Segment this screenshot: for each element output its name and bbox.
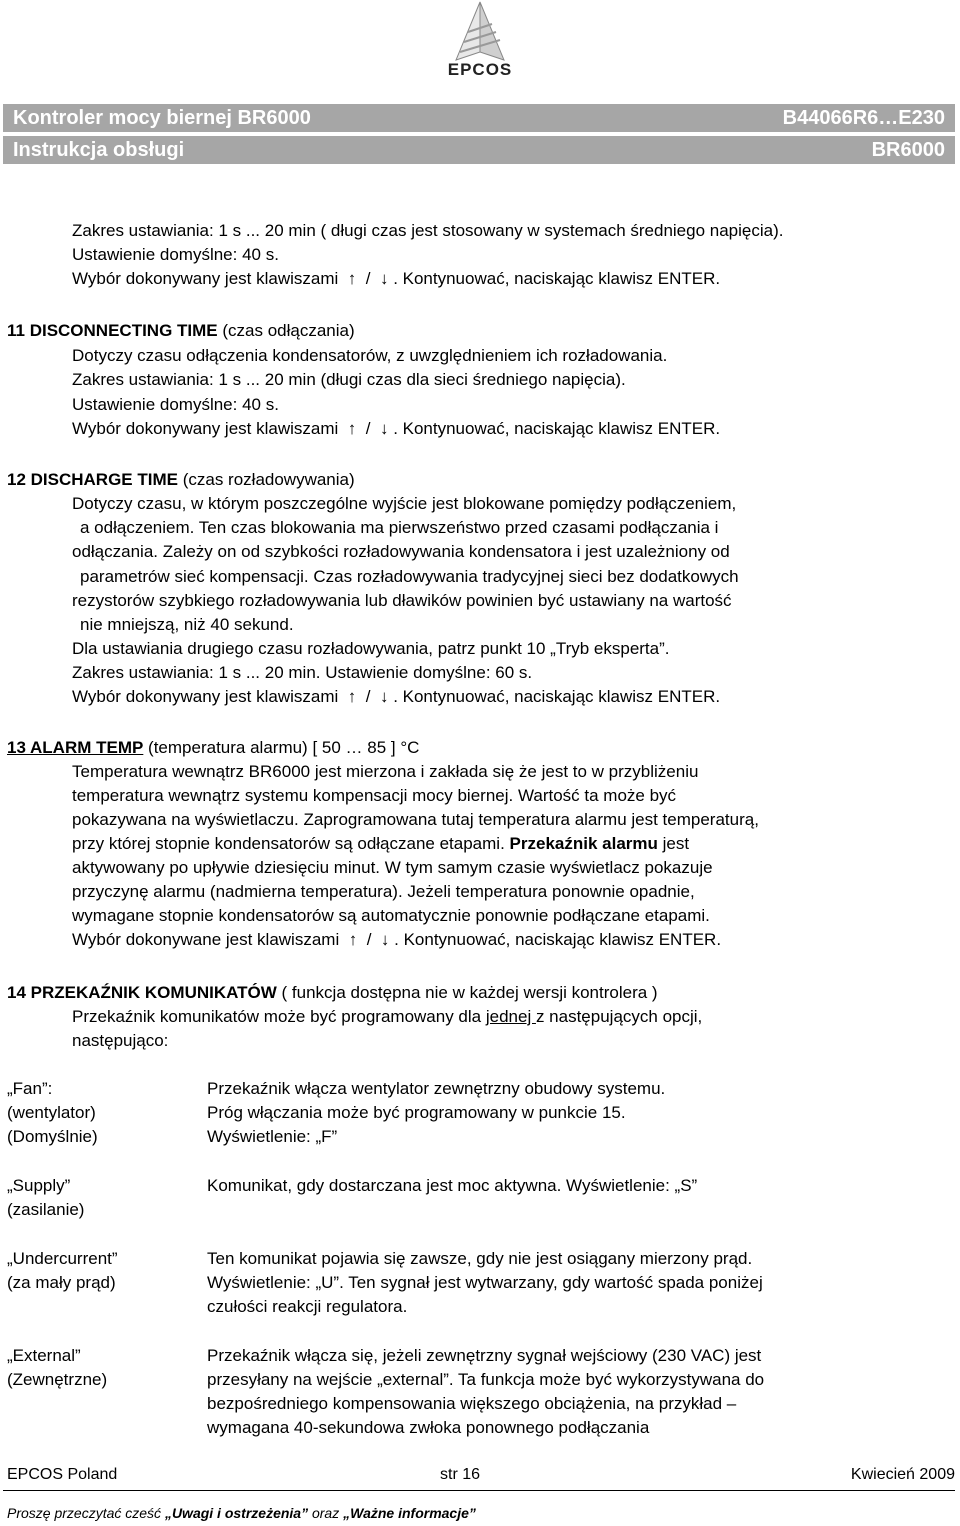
logo-text: EPCOS — [447, 60, 513, 79]
option-desc: Wyświetlenie: „F” — [207, 1127, 338, 1146]
footer-company: EPCOS Poland — [7, 1466, 118, 1483]
section-title: (czas odłączania) — [217, 321, 355, 340]
text-line: pokazywana na wyświetlaczu. Zaprogramowana tutaj temperatura alarmu jest temperaturą, — [72, 810, 759, 829]
option-desc: Próg włączania może być programowany w punkcie 15. — [207, 1103, 626, 1122]
text-span: Wybór dokonywany jest klawiszami — [72, 687, 339, 706]
text-line: Wybór dokonywane jest klawiszami ↑ / ↓ . Kontynuować, naciskając klawisz ENTER. — [72, 930, 722, 949]
text-span: . Kontynuować, naciskając klawisz ENTER. — [393, 419, 721, 438]
text-span-underlined: jednej — [485, 1007, 536, 1026]
text-span: Przekaźnik komunikatów może być programowany dla — [72, 1007, 486, 1026]
text-line: przyczynę alarmu (nadmierna temperatura). Jeżeli temperatura ponownie opadnie, — [72, 882, 695, 901]
arrow-down-icon: ↓ — [379, 419, 389, 438]
text-line: aktywowany po upływie dziesięciu minut. W tym samym czasie wyświetlacz pokazuje — [72, 858, 713, 877]
option-desc: bezpośredniego kompensowania większego obciążenia, na przykład – — [207, 1394, 737, 1413]
section-title: (czas rozładowywania) — [177, 470, 355, 489]
option-term: (zasilanie) — [7, 1200, 85, 1219]
text-line: Ustawienie domyślne: 40 s. — [72, 395, 279, 414]
text-line: Zakres ustawiania: 1 s ... 20 min ( długi czas jest stosowany w systemach średniego napięcia). — [72, 221, 784, 240]
text-span-bold: „Ważne informacje” — [343, 1505, 476, 1521]
arrow-up-icon: ↑ — [347, 419, 357, 438]
section-number: 14 PRZEKAŹNIK KOMUNIKATÓW — [7, 983, 277, 1002]
text-span: Wybór dokonywany jest klawiszami — [72, 269, 339, 288]
epcos-logo-mark — [430, 0, 530, 62]
option-term: (wentylator) — [7, 1103, 96, 1122]
text-line: Ustawienie domyślne: 40 s. — [72, 245, 279, 264]
text-line: wymagane stopnie kondensatorów są automatycznie ponownie podłączane etapami. — [72, 906, 710, 925]
product-code: B44066R6…E230 — [782, 107, 945, 129]
arrow-down-icon: ↓ — [380, 930, 390, 949]
text-line — [72, 1006, 702, 1028]
text-line: Zakres ustawiania: 1 s ... 20 min. Ustawienie domyślne: 60 s. — [72, 663, 533, 682]
text-span-bold: „Uwagi i ostrzeżenia” — [164, 1505, 309, 1521]
option-term: (za mały prąd) — [7, 1273, 116, 1292]
option-term: (Domyślnie) — [7, 1127, 98, 1146]
option-desc: wymagana 40-sekundowa zwłoka ponownego podłączania — [207, 1418, 650, 1437]
option-term: „Fan”: — [7, 1079, 53, 1098]
text-span: . Kontynuować, naciskając klawisz ENTER. — [393, 687, 721, 706]
option-desc: Przekaźnik włącza się, jeżeli zewnętrzny sygnał wejściowy (230 VAC) jest — [207, 1346, 762, 1365]
text-span: z następujących opcji, — [535, 1007, 703, 1026]
text-line: Wybór dokonywany jest klawiszami ↑ / ↓ . Kontynuować, naciskając klawisz ENTER. — [72, 269, 721, 288]
arrow-up-icon: ↑ — [348, 930, 358, 949]
text-span: przy której stopnie kondensatorów są odłączane etapami. — [72, 834, 510, 853]
section-title: (temperatura alarmu) [ 50 … 85 ] °C — [143, 738, 420, 757]
text-line: Dla ustawiania drugiego czasu rozładowywania, patrz punkt 10 „Tryb eksperta”. — [72, 639, 670, 658]
text-line: Wybór dokonywany jest klawiszami ↑ / ↓ . Kontynuować, naciskając klawisz ENTER. — [72, 687, 721, 706]
text-span: Proszę przeczytać cześć — [7, 1505, 165, 1521]
text-span: Wybór dokonywany jest klawiszami — [72, 419, 339, 438]
text-line: Dotyczy czasu odłączenia kondensatorów, z uwzględnieniem ich rozładowania. — [72, 346, 668, 365]
section-heading — [7, 320, 355, 342]
header-bar-title — [3, 104, 955, 132]
text-line: rezystorów szybkiego rozładowywania lub dławików powinien być ustawiany na wartość — [72, 591, 732, 610]
option-desc: czułości reakcji regulatora. — [207, 1297, 408, 1316]
text-line: parametrów sieć kompensacji. Czas rozładowywania tradycyjnej sieci bez dodatkowych — [80, 567, 739, 586]
text-span: jest — [657, 834, 690, 853]
option-desc: Wyświetlenie: „U”. Ten sygnał jest wytwarzany, gdy wartość spada poniżej — [207, 1273, 763, 1292]
section-heading — [7, 737, 419, 759]
header-bar-manual — [3, 136, 955, 164]
model-name: BR6000 — [871, 139, 945, 161]
text-span-bold: Przekaźnik alarmu — [509, 834, 658, 853]
section-heading — [7, 469, 355, 491]
footer-divider — [3, 1490, 955, 1491]
text-span: Wybór dokonywane jest klawiszami — [72, 930, 340, 949]
text-line — [72, 833, 689, 855]
option-term: „External” — [7, 1346, 81, 1365]
footer-note — [7, 1505, 476, 1521]
text-span: . Kontynuować, naciskając klawisz ENTER. — [393, 269, 721, 288]
text-span: oraz — [308, 1505, 344, 1521]
section-number: 11 DISCONNECTING TIME — [7, 321, 218, 340]
text-line: Temperatura wewnątrz BR6000 jest mierzona i zakłada się że jest to w przybliżeniu — [72, 762, 699, 781]
text-line: Zakres ustawiania: 1 s ... 20 min (długi czas dla sieci średniego napięcia). — [72, 370, 626, 389]
product-title: Kontroler mocy biernej BR6000 — [13, 107, 311, 129]
text-line: Wybór dokonywany jest klawiszami ↑ / ↓ . Kontynuować, naciskając klawisz ENTER. — [72, 419, 721, 438]
text-line: następująco: — [72, 1031, 169, 1050]
option-desc: Ten komunikat pojawia się zawsze, gdy nie jest osiągany mierzony prąd. — [207, 1249, 753, 1268]
section-number: 12 DISCHARGE TIME — [7, 470, 178, 489]
text-span: . Kontynuować, naciskając klawisz ENTER. — [394, 930, 722, 949]
footer-date: Kwiecień 2009 — [850, 1466, 955, 1483]
text-line: Dotyczy czasu, w którym poszczególne wyjście jest blokowane pomiędzy podłączeniem, — [72, 494, 737, 513]
text-line: a odłączeniem. Ten czas blokowania ma pierwszeństwo przed czasami podłączania i — [80, 518, 719, 537]
section-number: 13 ALARM TEMP — [7, 738, 144, 757]
arrow-down-icon: ↓ — [379, 687, 389, 706]
option-term: (Zewnętrzne) — [7, 1370, 108, 1389]
text-line: odłączania. Zależy on od szybkości rozładowywania kondensatora i jest uzależniony od — [72, 542, 730, 561]
arrow-up-icon: ↑ — [347, 269, 357, 288]
epcos-logo — [430, 0, 530, 82]
text-line: nie mniejszą, niż 40 sekund. — [80, 615, 294, 634]
text-line: temperatura wewnątrz systemu kompensacji mocy biernej. Wartość ta może być — [72, 786, 677, 805]
section-title: ( funkcja dostępna nie w każdej wersji kontrolera ) — [276, 983, 658, 1002]
option-desc: Komunikat, gdy dostarczana jest moc aktywna. Wyświetlenie: „S” — [207, 1176, 698, 1195]
arrow-down-icon: ↓ — [379, 269, 389, 288]
arrow-up-icon: ↑ — [347, 687, 357, 706]
option-term: „Supply” — [7, 1176, 71, 1195]
option-desc: przesyłany na wejście „external”. Ta funkcja może być wykorzystywana do — [207, 1370, 765, 1389]
page-number: str 16 — [440, 1466, 481, 1483]
option-term: „Undercurrent” — [7, 1249, 118, 1268]
section-heading — [7, 982, 658, 1004]
manual-title: Instrukcja obsługi — [13, 139, 185, 161]
option-desc: Przekaźnik włącza wentylator zewnętrzny obudowy systemu. — [207, 1079, 666, 1098]
